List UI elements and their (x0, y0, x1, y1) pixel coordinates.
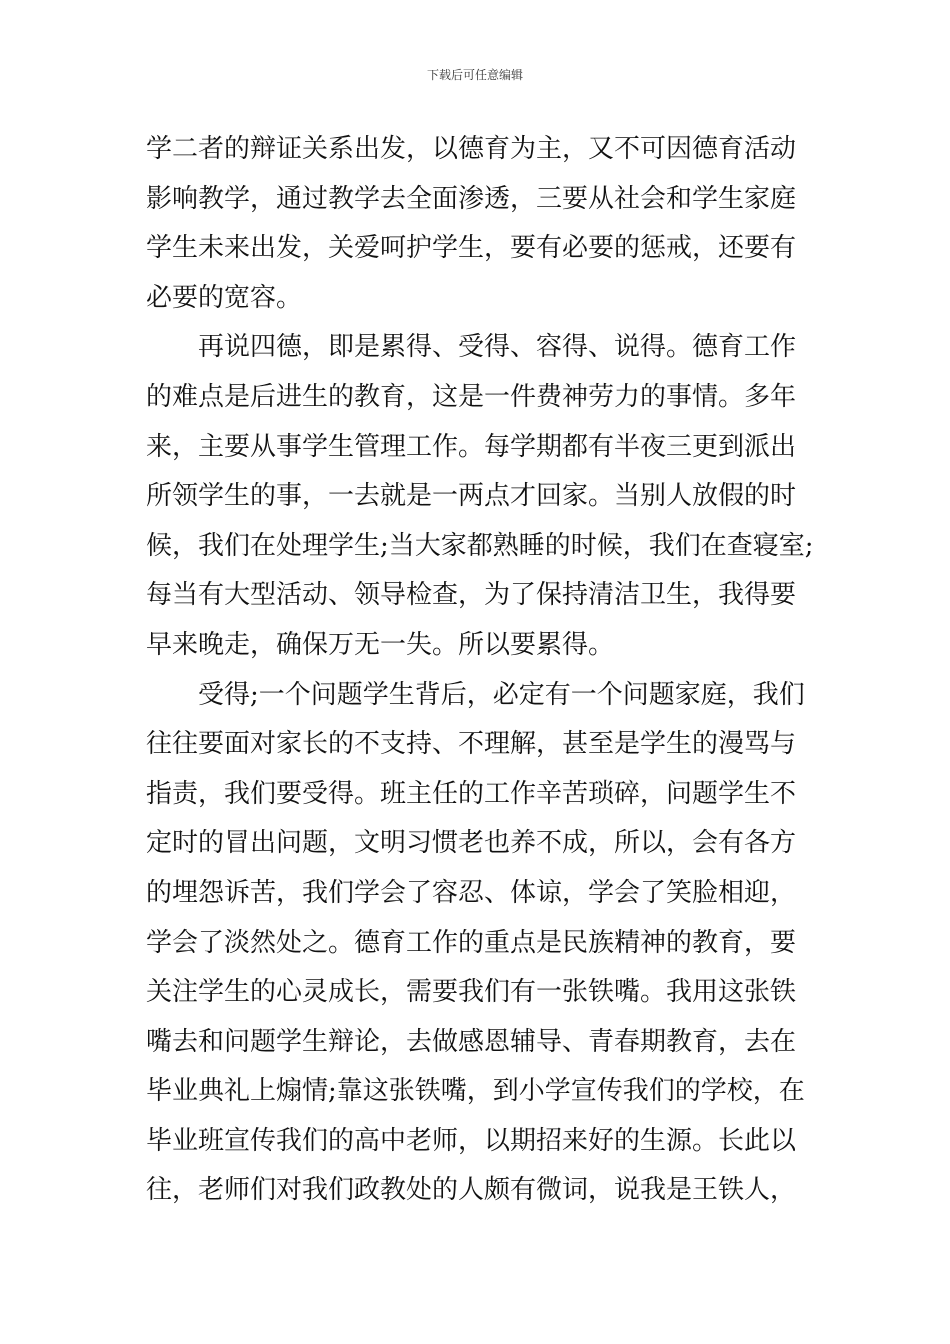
text-line: 往，老师们对我们政教处的人颇有微词，说我是王铁人， (146, 1175, 797, 1206)
text-line: 毕业典礼上煽情;靠这张铁嘴，到小学宣传我们的学校，在 (146, 1076, 805, 1107)
text-line: 影响教学，通过教学去全面渗透，三要从社会和学生家庭 (146, 183, 797, 214)
page-header: 下载后可任意编辑 (426, 68, 523, 82)
text-line: 指责，我们要受得。班主任的工作辛苦琐碎，问题学生不 (146, 778, 797, 809)
text-line: 关注学生的心灵成长，需要我们有一张铁嘴。我用这张铁 (146, 977, 797, 1008)
text-line: 所领学生的事，一去就是一两点才回家。当别人放假的时 (146, 481, 797, 512)
text-line: 毕业班宣传我们的高中老师，以期招来好的生源。长此以 (146, 1125, 797, 1156)
text-line: 来，主要从事学生管理工作。每学期都有半夜三更到派出 (146, 431, 797, 462)
text-line: 嘴去和问题学生辩论，去做感恩辅导、青春期教育，去在 (146, 1026, 797, 1057)
text-line: 早来晚走，确保万无一失。所以要累得。 (146, 629, 615, 660)
text-line: 学二者的辩证关系出发，以德育为主，又不可因德育活动 (146, 134, 797, 164)
body-text (146, 125, 826, 1216)
text-line: 再说四德，即是累得、受得、容得、说得。德育工作 (198, 332, 797, 363)
text-line: 学生未来出发，关爱呵护学生，要有必要的惩戒，还要有 (146, 233, 797, 264)
text-line: 候，我们在处理学生;当大家都熟睡的时候，我们在查寝室; (146, 530, 814, 561)
text-line: 受得;一个问题学生背后，必定有一个问题家庭，我们 (198, 679, 805, 710)
text-line: 学会了淡然处之。德育工作的重点是民族精神的教育，要 (146, 927, 797, 958)
text-line: 每当有大型活动、领导检查，为了保持清洁卫生，我得要 (146, 580, 797, 611)
text-line: 必要的宽容。 (146, 282, 303, 313)
text-line: 的难点是后进生的教育，这是一件费神劳力的事情。多年 (146, 381, 797, 412)
text-line: 往往要面对家长的不支持、不理解，甚至是学生的漫骂与 (146, 729, 797, 760)
text-line: 定时的冒出问题，文明习惯老也养不成，所以，会有各方 (146, 828, 797, 859)
text-line: 的埋怨诉苦，我们学会了容忍、体谅，学会了笑脸相迎， (146, 877, 797, 908)
